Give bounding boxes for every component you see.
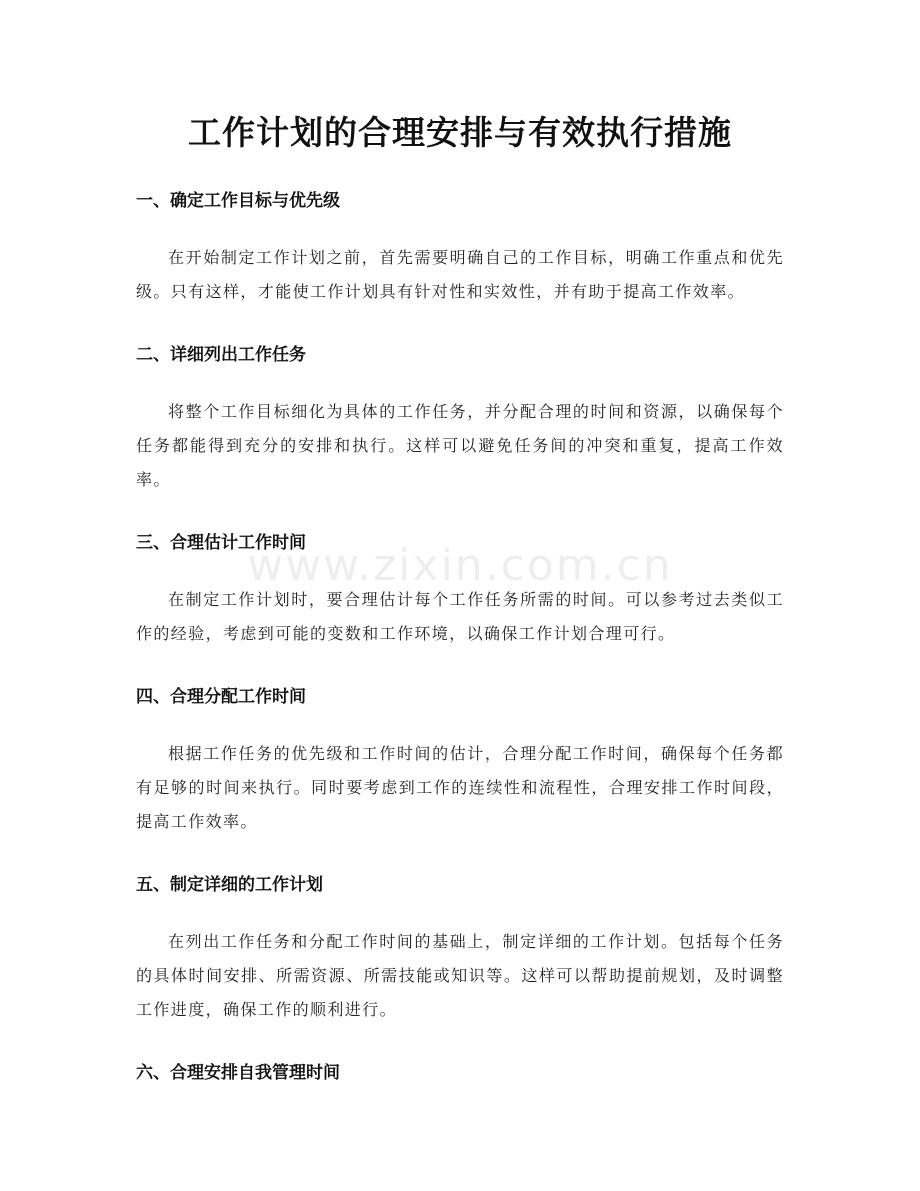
section-paragraph: 在列出工作任务和分配工作时间的基础上，制定详细的工作计划。包括每个任务的具体时间安排、所需资源、所需技能或知识等。这样可以帮助提前规划，及时调整工作进度，确保工作的顺利进行。 [136,932,784,1019]
section-paragraph: 在制定工作计划时，要合理估计每个工作任务所需的时间。可以参考过去类似工作的经验，考虑到可能的变数和工作环境，以确保工作计划合理可行。 [136,590,784,643]
section-heading: 六、合理安排自我管理时间 [136,1063,340,1083]
section-6 [136,1058,784,1088]
section-paragraph: 将整个工作目标细化为具体的工作任务，并分配合理的时间和资源，以确保每个任务都能得到充分的安排和执行。这样可以避免任务间的冲突和重复，提高工作效率。 [136,402,784,489]
section-heading: 四、合理分配工作时间 [136,687,306,707]
section-heading: 三、合理估计工作时间 [136,533,306,553]
section-3 [136,528,784,651]
section-heading: 五、制定详细的工作计划 [136,875,323,895]
section-paragraph: 根据工作任务的优先级和工作时间的估计，合理分配工作时间，确保每个任务都有足够的时间来执行。同时要考虑到工作的连续性和流程性，合理安排工作时间段，提高工作效率。 [136,744,784,831]
section-5 [136,870,784,1027]
section-1 [136,186,784,309]
document-sections [136,186,784,1088]
page-title: 工作计划的合理安排与有效执行措施 [188,113,732,152]
watermark-text: www.zixin.com.cn [247,540,673,591]
section-4 [136,682,784,839]
section-paragraph: 在开始制定工作计划之前，首先需要明确自己的工作目标，明确工作重点和优先级。只有这样，才能使工作计划具有针对性和实效性，并有助于提高工作效率。 [136,248,784,301]
section-heading: 二、详细列出工作任务 [136,345,306,365]
section-heading: 一、确定工作目标与优先级 [136,191,340,211]
section-2 [136,340,784,497]
